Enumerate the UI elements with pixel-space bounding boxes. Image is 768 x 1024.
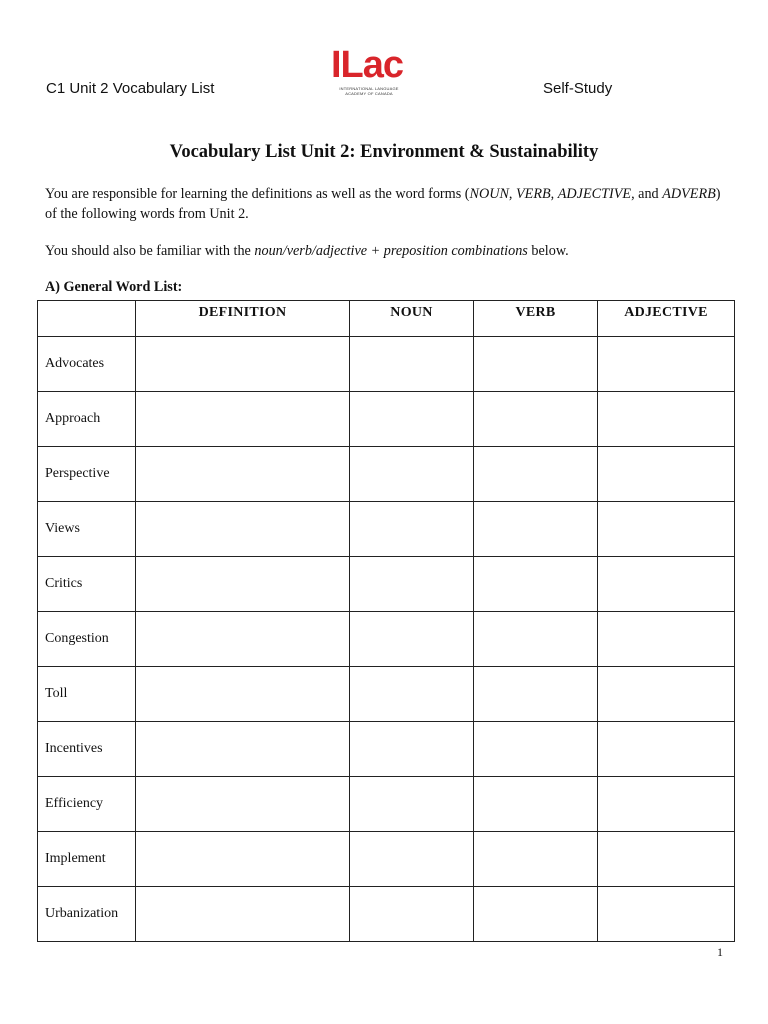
section-label: A) General Word List: — [45, 279, 183, 295]
logo-wordmark: ILac — [331, 44, 404, 86]
adjective-cell[interactable] — [598, 557, 735, 612]
word-cell: Views — [38, 502, 136, 557]
table-row — [38, 502, 735, 557]
word-cell: Congestion — [38, 612, 136, 667]
preposition-text-1: You should also be familiar with the — [45, 243, 255, 259]
word-form-noun: NOUN — [469, 186, 509, 202]
verb-cell[interactable] — [474, 722, 598, 777]
adjective-cell[interactable] — [598, 337, 735, 392]
noun-cell[interactable] — [350, 667, 474, 722]
table-row — [38, 447, 735, 502]
header-course-title: C1 Unit 2 Vocabulary List — [46, 80, 215, 97]
word-cell: Toll — [38, 667, 136, 722]
word-form-verb: VERB — [516, 186, 551, 202]
noun-cell[interactable] — [350, 722, 474, 777]
definition-cell[interactable] — [136, 502, 350, 557]
table-row — [38, 887, 735, 942]
word-cell: Approach — [38, 392, 136, 447]
preposition-combinations: noun/verb/adjective + preposition combinations — [254, 243, 528, 259]
verb-cell[interactable] — [474, 777, 598, 832]
word-cell: Implement — [38, 832, 136, 887]
definition-cell[interactable] — [136, 832, 350, 887]
preposition-text-2: below. — [527, 243, 569, 259]
word-form-adjective: ADJECTIVE — [557, 186, 632, 202]
header-self-study: Self-Study — [543, 80, 613, 97]
adjective-cell[interactable] — [598, 447, 735, 502]
verb-cell[interactable] — [474, 447, 598, 502]
noun-cell[interactable] — [350, 337, 474, 392]
verb-cell[interactable] — [474, 502, 598, 557]
word-cell: Perspective — [38, 447, 136, 502]
verb-cell[interactable] — [474, 832, 598, 887]
table-row — [38, 832, 735, 887]
noun-cell[interactable] — [350, 447, 474, 502]
logo-tagline: INTERNATIONAL LANGUAGE ACADEMY OF CANADA — [339, 86, 399, 96]
adjective-cell[interactable] — [598, 777, 735, 832]
verb-cell[interactable] — [474, 337, 598, 392]
header-definition: DEFINITION — [136, 301, 350, 337]
table-header-row — [38, 301, 735, 337]
definition-cell[interactable] — [136, 447, 350, 502]
table-row — [38, 557, 735, 612]
table-row — [38, 777, 735, 832]
header-verb: VERB — [474, 301, 598, 337]
noun-cell[interactable] — [350, 392, 474, 447]
noun-cell[interactable] — [350, 557, 474, 612]
page-title: Vocabulary List Unit 2: Environment & Sustainability — [169, 142, 599, 162]
instructions-text-1: You are responsible for learning the definitions as well as the word forms ( — [45, 186, 470, 202]
adjective-cell[interactable] — [598, 722, 735, 777]
header-adjective: ADJECTIVE — [598, 301, 735, 337]
ilac-logo — [331, 46, 407, 98]
verb-cell[interactable] — [474, 612, 598, 667]
definition-cell[interactable] — [136, 337, 350, 392]
word-cell: Advocates — [38, 337, 136, 392]
word-form-adverb: ADVERB — [662, 186, 716, 202]
definition-cell[interactable] — [136, 722, 350, 777]
noun-cell[interactable] — [350, 832, 474, 887]
verb-cell[interactable] — [474, 557, 598, 612]
adjective-cell[interactable] — [598, 887, 735, 942]
instructions-paragraph — [45, 184, 735, 224]
comma-2: , — [550, 186, 558, 202]
adjective-cell[interactable] — [598, 667, 735, 722]
table-row — [38, 392, 735, 447]
definition-cell[interactable] — [136, 392, 350, 447]
verb-cell[interactable] — [474, 887, 598, 942]
comma-1: , — [508, 186, 516, 202]
table-row — [38, 337, 735, 392]
definition-cell[interactable] — [136, 612, 350, 667]
noun-cell[interactable] — [350, 502, 474, 557]
verb-cell[interactable] — [474, 667, 598, 722]
instructions-text-2: ) of the following words from Unit 2. — [45, 186, 721, 222]
definition-cell[interactable] — [136, 777, 350, 832]
word-cell: Efficiency — [38, 777, 136, 832]
noun-cell[interactable] — [350, 887, 474, 942]
comma-and: , and — [631, 186, 663, 202]
table-row — [38, 612, 735, 667]
table-row — [38, 722, 735, 777]
definition-cell[interactable] — [136, 557, 350, 612]
preposition-paragraph — [45, 241, 735, 261]
noun-cell[interactable] — [350, 612, 474, 667]
adjective-cell[interactable] — [598, 502, 735, 557]
adjective-cell[interactable] — [598, 832, 735, 887]
adjective-cell[interactable] — [598, 612, 735, 667]
page-number: 1 — [717, 945, 723, 959]
vocabulary-table — [37, 300, 735, 942]
adjective-cell[interactable] — [598, 392, 735, 447]
header-word — [38, 301, 136, 337]
word-cell: Urbanization — [38, 887, 136, 942]
definition-cell[interactable] — [136, 887, 350, 942]
noun-cell[interactable] — [350, 777, 474, 832]
header-noun: NOUN — [350, 301, 474, 337]
verb-cell[interactable] — [474, 392, 598, 447]
definition-cell[interactable] — [136, 667, 350, 722]
word-cell: Incentives — [38, 722, 136, 777]
word-cell: Critics — [38, 557, 136, 612]
table-row — [38, 667, 735, 722]
